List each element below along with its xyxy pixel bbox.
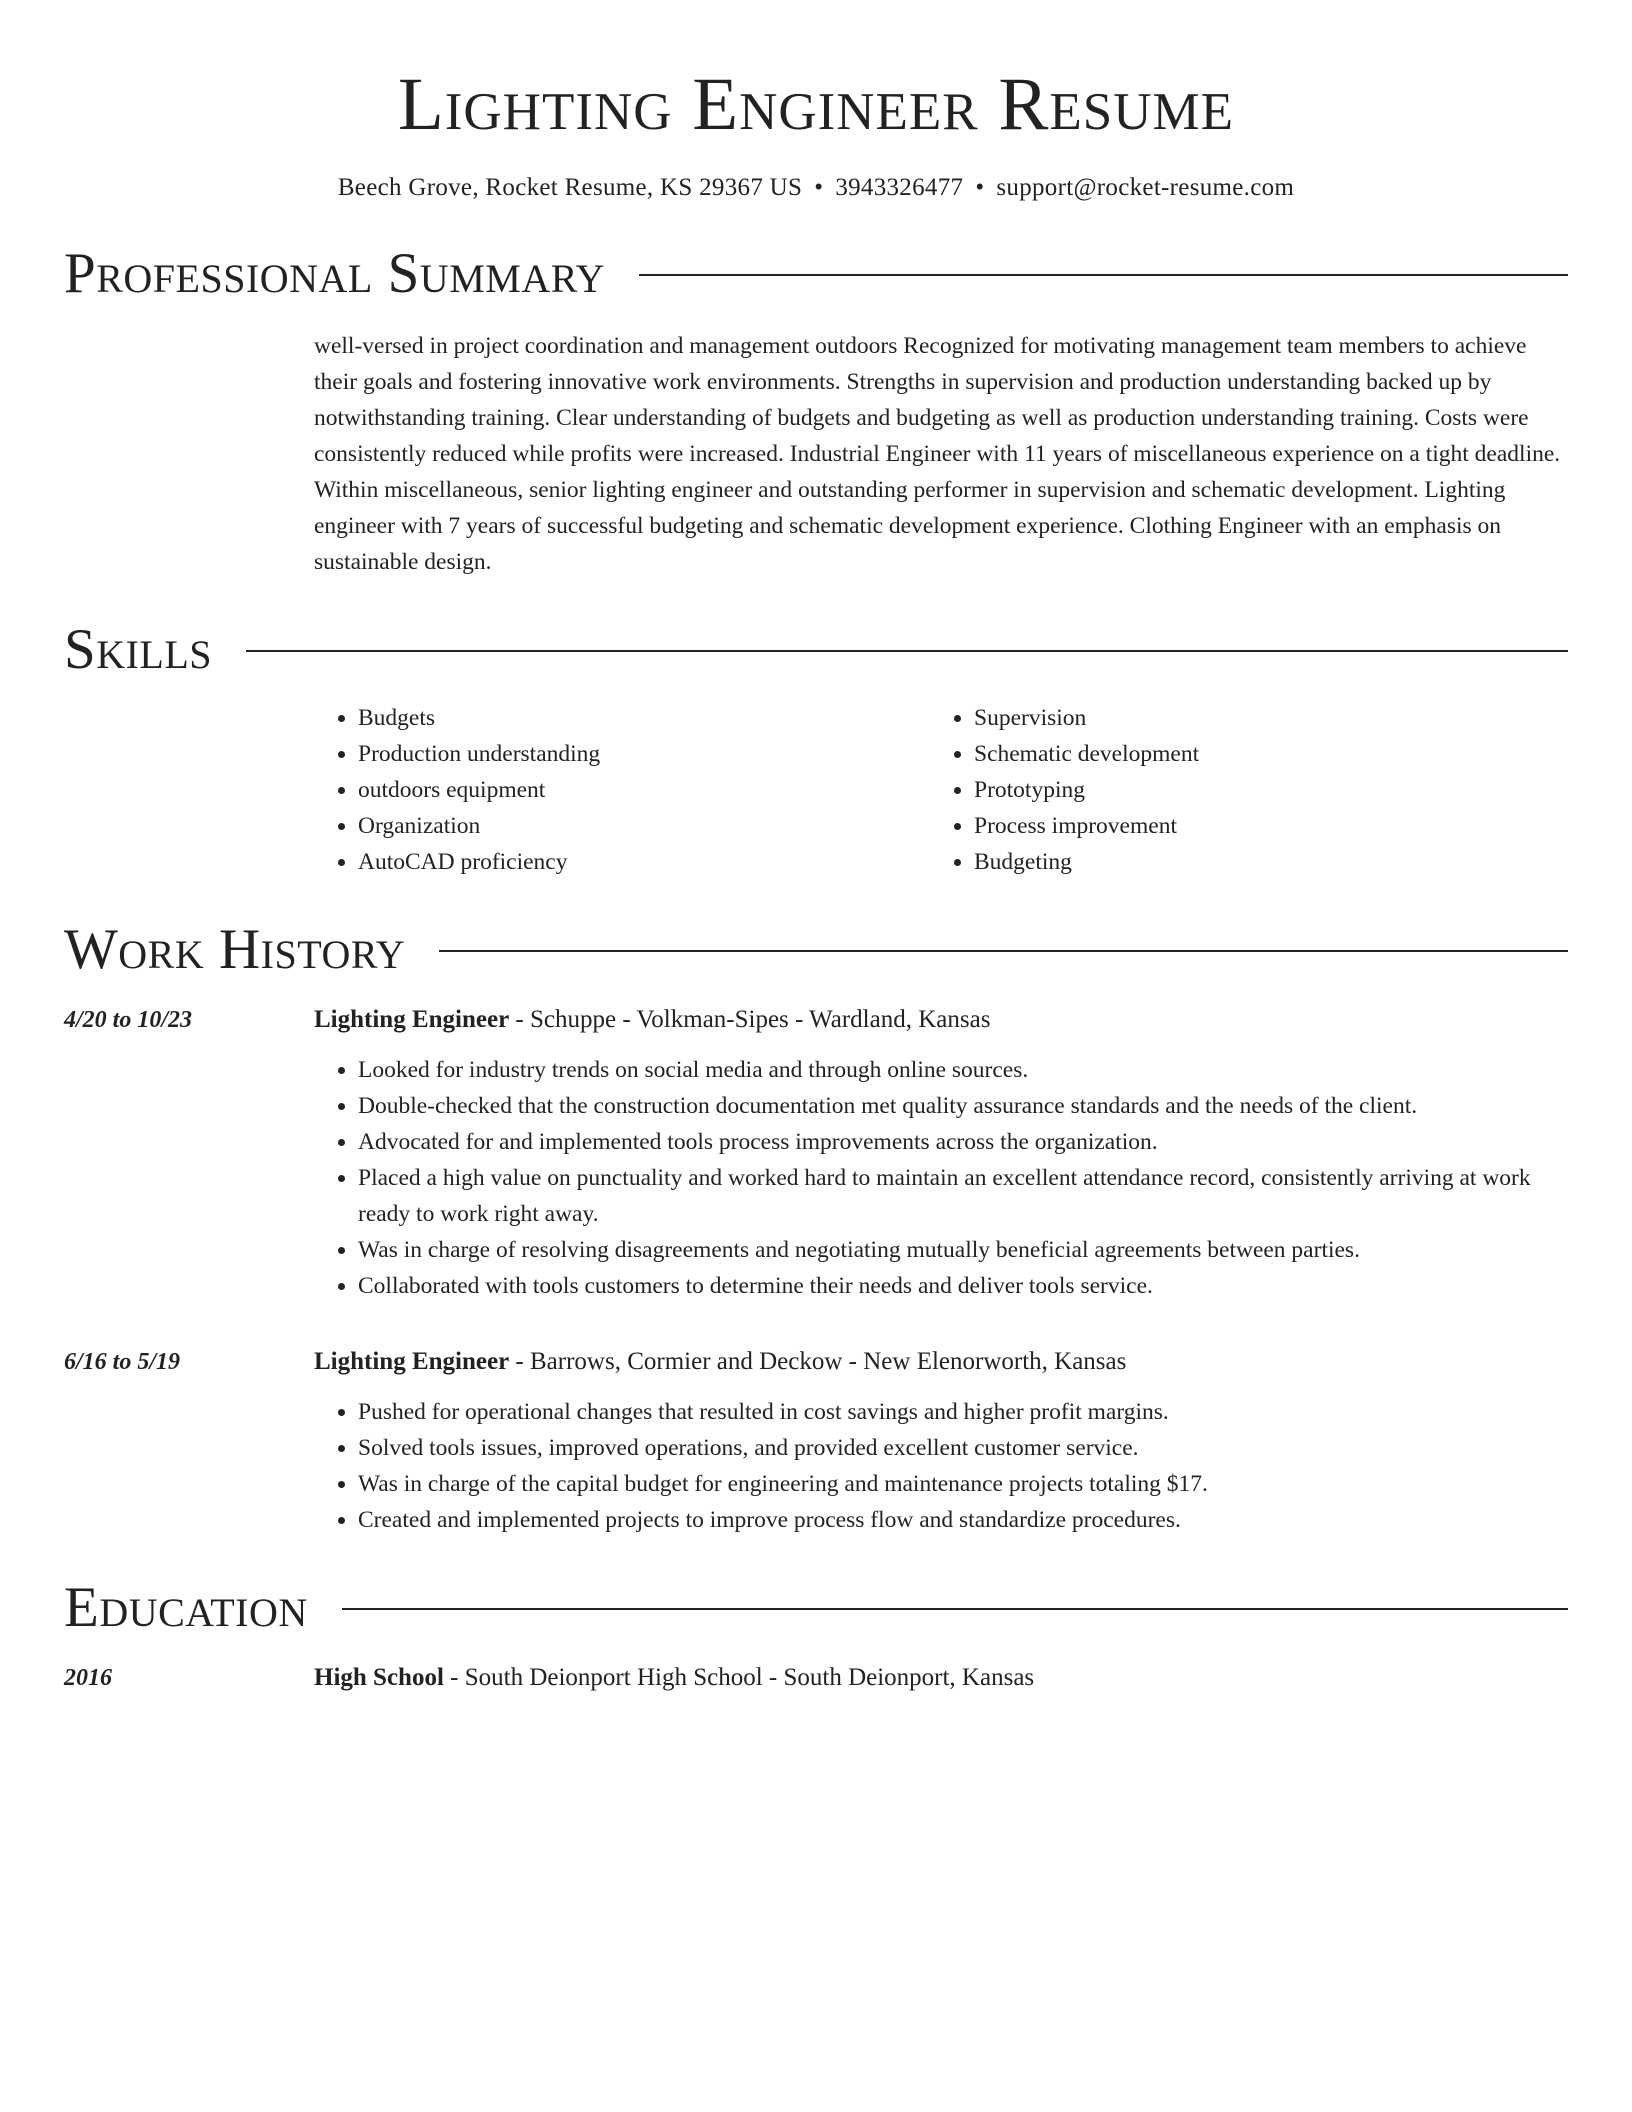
section-header-education — [64, 1576, 1568, 1640]
job-entry — [64, 1002, 1568, 1304]
contact-phone: 3943326477 — [835, 174, 964, 201]
job-dates: 4/20 to 10/23 — [64, 1007, 193, 1033]
contact-separator: • — [975, 174, 985, 201]
job-bullet: • Placed a high value on punctuality and worked hard to maintain an excellent attendance record, consistently arriving at work ready to work right away. — [358, 1160, 1568, 1232]
skill-item: • outdoors equipment — [358, 772, 930, 808]
section-divider — [439, 950, 1568, 952]
contact-address: Beech Grove, Rocket Resume, KS 29367 US — [337, 174, 803, 201]
education-degree: High School — [314, 1664, 444, 1691]
skill-item: • Budgeting — [974, 844, 1474, 880]
section-header-summary — [64, 242, 1568, 306]
education-detail — [314, 1660, 1568, 1696]
skills-column-left — [314, 700, 930, 880]
skill-item: • Production understanding — [358, 736, 930, 772]
job-bullet: • Collaborated with tools customers to determine their needs and deliver tools service. — [358, 1268, 1568, 1304]
skill-item: • Supervision — [974, 700, 1474, 736]
section-title-skills: Skills — [64, 618, 213, 681]
job-detail — [314, 1344, 1568, 1538]
job-bullets — [314, 1394, 1568, 1538]
job-employer: - Schuppe - Volkman-Sipes - Wardland, Kansas — [509, 1006, 991, 1033]
section-title-summary: Professional Summary — [64, 242, 606, 305]
job-dates: 6/16 to 5/19 — [64, 1349, 181, 1375]
section-title-work: Work History — [64, 918, 406, 981]
job-bullet: • Double-checked that the construction documentation met quality assurance standards and the needs of the client. — [358, 1088, 1568, 1124]
skill-item: • Budgets — [358, 700, 930, 736]
job-bullet: • Solved tools issues, improved operations, and provided excellent customer service. — [358, 1430, 1568, 1466]
job-bullet: • Created and implemented projects to improve process flow and standardize procedures. — [358, 1502, 1568, 1538]
skills-list — [314, 700, 1568, 880]
job-bullet: • Looked for industry trends on social media and through online sources. — [358, 1052, 1568, 1088]
skill-item: • AutoCAD proficiency — [358, 844, 930, 880]
job-bullet: • Advocated for and implemented tools process improvements across the organization. — [358, 1124, 1568, 1160]
skill-item: • Organization — [358, 808, 930, 844]
job-bullet: • Pushed for operational changes that resulted in cost savings and higher profit margins. — [358, 1394, 1568, 1430]
job-detail — [314, 1002, 1568, 1304]
skill-item: • Process improvement — [974, 808, 1474, 844]
job-title: Lighting Engineer — [314, 1348, 510, 1375]
job-bullets — [314, 1052, 1568, 1304]
summary-text: well-versed in project coordination and management outdoors Recognized for motivating management team members to achieve their goals and fostering innovative work environments. Strengths in supervision and production understanding backed up by notwithstanding training. Clear understanding of budgets and budgeting as well as production understanding training. Costs were consistently reduced while profits were increased. Industrial Engineer with 11 years of miscellaneous experience on a tight deadline. Within miscellaneous, senior lighting engineer and outstanding performer in supervision and schematic development. Lighting engineer with 7 years of successful budgeting and schematic development experience. Clothing Engineer with an emphasis on sustainable design. — [314, 333, 1561, 575]
job-bullet: • Was in charge of the capital budget for engineering and maintenance projects totaling $17. — [358, 1466, 1568, 1502]
education-heading — [314, 1660, 1568, 1696]
contact-line — [64, 172, 1568, 204]
job-title: Lighting Engineer — [314, 1006, 510, 1033]
contact-email: support@rocket-resume.com — [996, 174, 1295, 201]
job-employer: - Barrows, Cormier and Deckow - New Elenorworth, Kansas — [509, 1348, 1127, 1375]
skill-item: • Prototyping — [974, 772, 1474, 808]
job-bullet: • Was in charge of resolving disagreements and negotiating mutually beneficial agreements between parties. — [358, 1232, 1568, 1268]
skills-column-right — [930, 700, 1474, 880]
section-header-skills — [64, 618, 1568, 682]
resume-title: Lighting Engineer Resume — [397, 63, 1235, 146]
section-divider — [342, 1608, 1568, 1610]
education-entry — [64, 1660, 1568, 1696]
section-divider — [639, 274, 1568, 276]
education-school: - South Deionport High School - South Deionport, Kansas — [443, 1664, 1035, 1691]
section-header-work — [64, 918, 1568, 982]
section-title-education: Education — [64, 1576, 308, 1639]
section-divider — [246, 650, 1568, 652]
skill-item: • Schematic development — [974, 736, 1474, 772]
job-heading — [314, 1344, 1568, 1380]
education-year: 2016 — [64, 1665, 112, 1691]
job-entry — [64, 1344, 1568, 1538]
job-heading — [314, 1002, 1568, 1038]
contact-separator: • — [814, 174, 824, 201]
